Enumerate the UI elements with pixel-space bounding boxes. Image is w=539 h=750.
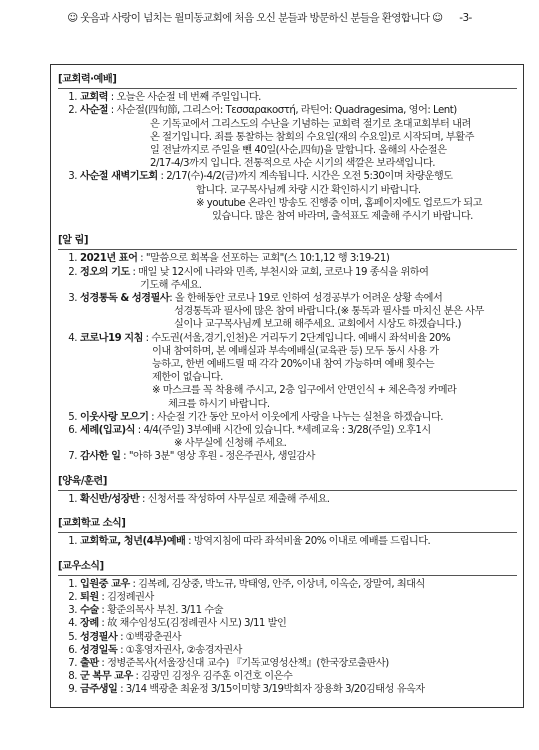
list-item (58, 493, 517, 506)
list-item (58, 683, 517, 696)
item-text: 2/17-4/3까지 입니다. 전통적으로 사순 시기의 색깔은 보라색입니다. (150, 158, 436, 170)
list-item (58, 657, 517, 670)
section-title: [교회학교 소식] (58, 518, 126, 530)
item-note: ※ youtube 온라인 방송도 진행중 이며, 홈페이지에도 업로드가 되고 (196, 197, 482, 209)
item-number: 4. (68, 332, 77, 344)
item-number: 7. (68, 451, 77, 463)
item-number: 5. (68, 411, 77, 423)
item-label: 교회력 (80, 92, 109, 104)
item-text: : ①홍영자권사, ②송경자권사 (117, 644, 242, 656)
item-number: 6. (68, 425, 77, 437)
list-item (58, 535, 517, 548)
item-text: : 사순절(四旬節, 그리스어: Τεσσαρακοστή, 라틴어: Quadragesima, 영어: Lent) (108, 105, 457, 117)
item-label: 사순절 새벽기도회 (80, 171, 158, 183)
item-text: 이내 참여하며, 본 예배실과 부속예배실(교육관 등) 모두 동시 사용 가 (152, 345, 439, 357)
list-item (58, 670, 517, 683)
item-number: 3. (68, 293, 77, 305)
item-text: 합니다. 교구목사님께 차량 시간 확인하시기 바랍니다. (196, 184, 421, 196)
divider (58, 249, 517, 250)
section-members (58, 560, 517, 697)
item-number: 5. (68, 631, 77, 643)
item-text: : 김광민 김정우 김주훈 이건호 이은수 (132, 671, 293, 683)
item-text: 기도해 주세요. (140, 279, 202, 291)
item-text: : 신청서를 작성하여 사무실로 제출해 주세요. (139, 493, 330, 505)
item-text: : ①백광춘권사 (117, 631, 182, 643)
list-item (58, 266, 517, 292)
section-calendar (58, 73, 517, 223)
item-label: 이웃사랑 모으기 (80, 411, 149, 423)
item-text: : 4/4(주일) 3부예배 시간에 있습니다. *세례교육 : 3/28(주일) 오후1시 (135, 425, 431, 437)
list-item (58, 292, 517, 332)
item-text: 성경통독과 필사에 많은 참여 바랍니다.(※ 통독과 필사를 마치신 분은 사무 (174, 306, 484, 318)
item-label: 사순절 (80, 105, 109, 117)
item-number: 3. (68, 605, 77, 617)
item-text: 온 절기입니다. 죄를 통찰하는 참회의 수요일(재의 수요일)로 시작되며, 부활주 (150, 131, 474, 143)
divider (58, 490, 517, 491)
item-label: 확신반/성장반 (80, 493, 140, 505)
page-header (0, 10, 539, 25)
item-label: 성경필사 (80, 631, 118, 643)
list-item (58, 332, 517, 411)
item-text: : 2/17(수)-4/2(금)까지 계속됩니다. 시간은 오전 5:30이며 차량운행도 (157, 171, 453, 183)
item-label: 2021년 표어 (80, 253, 138, 265)
item-label: 교회학교, 청년(4부)예배 (80, 536, 186, 548)
item-number: 2. (68, 266, 77, 278)
item-note: ※ 마스크를 꼭 착용해 주시고, 2층 입구에서 안면인식 + 체온측정 카메라 (152, 385, 457, 397)
item-number: 1. (68, 578, 77, 590)
item-text: 능하고, 한번 예배드릴 때 각각 20%이내 참여 가능하며 예배 횟수는 (152, 359, 435, 371)
divider (58, 575, 517, 576)
item-label: 군 복무 교우 (80, 671, 133, 683)
item-number: 6. (68, 644, 77, 656)
item-label: 정오의 기도 (80, 266, 130, 278)
item-note: ※ 사무실에 신청해 주세요. (174, 438, 287, 450)
list-item (58, 591, 517, 604)
section-title: [교우소식] (58, 560, 104, 572)
item-label: 수술 (80, 605, 99, 617)
item-text: : 수도권(서울,경기,인천)은 거리두기 2단계입니다. 예배시 좌석비율 20% (142, 332, 451, 344)
item-text: : "아하 3분" 영상 후원 - 정은주권사, 생일감사 (120, 451, 315, 463)
item-number: 1. (68, 493, 77, 505)
section-training (58, 475, 517, 506)
item-text: 은 기독교에서 그리스도의 수난을 기념하는 교회력 절기로 초대교회부터 내려 (150, 118, 471, 130)
item-text: : 황준의목사 부친. 3/11 수술 (98, 605, 223, 617)
section-school (58, 517, 517, 548)
item-label: 코로나19 지침 (80, 332, 143, 344)
item-text: : 故 채수임성도(김정례권사 시모) 3/11 발인 (98, 618, 287, 630)
item-label: 성경통독 & 성경필사 (80, 293, 170, 305)
list-item (58, 252, 517, 265)
item-text: : "말씀으로 회복을 선포하는 교회"(스 10:1,12 행 3:19-21) (137, 253, 390, 265)
item-text: : 오늘은 사순절 네 번째 주일입니다. (108, 92, 261, 104)
item-label: 입원중 교우 (80, 578, 130, 590)
item-text: : 3/14 백광춘 최윤정 3/15이미향 3/19박희자 장용화 3/20김태성 유옥자 (117, 684, 425, 696)
item-label: 성경일독 (80, 644, 118, 656)
list-item (58, 104, 517, 170)
item-text: : 올 한해동안 코로나 19로 인하여 성경공부가 어려운 상황 속에서 (169, 293, 443, 305)
item-text: : 매일 낮 12시에 나라와 민족, 부천시와 교회, 코로나 19 종식을 위하여 (129, 266, 429, 278)
item-text: 제한이 없습니다. (152, 372, 223, 384)
list-item (58, 617, 517, 630)
item-number: 9. (68, 684, 77, 696)
item-number: 7. (68, 657, 77, 669)
list-item (58, 644, 517, 657)
bulletin-frame (50, 64, 524, 708)
item-label: 퇴원 (80, 591, 99, 603)
divider (58, 532, 517, 533)
divider (58, 88, 517, 89)
item-number: 2. (68, 105, 77, 117)
item-number: 2. (68, 591, 77, 603)
item-number: 4. (68, 618, 77, 630)
page-number: -3- (459, 12, 472, 24)
item-note: 체크를 하시기 바랍니다. (168, 398, 270, 410)
item-label: 장례 (80, 618, 99, 630)
list-item (58, 631, 517, 644)
item-number: 1. (68, 253, 77, 265)
item-number: 3. (68, 171, 77, 183)
section-title: [양육/훈련] (58, 475, 107, 487)
list-item (58, 450, 517, 463)
welcome-banner: ☺ 웃음과 사랑이 넘치는 월미동교회에 처음 오신 분들과 방문하신 분들을 환영합니다 ☺ (67, 12, 443, 24)
item-number: 1. (68, 92, 77, 104)
section-title: [알 림] (58, 235, 89, 247)
item-label: 출판 (80, 657, 99, 669)
item-label: 세례(입교)식 (80, 425, 136, 437)
item-number: 8. (68, 671, 77, 683)
item-label: 감사한 일 (80, 451, 121, 463)
item-number: 1. (68, 536, 77, 548)
list-item (58, 91, 517, 104)
item-label: 금주생일 (80, 684, 118, 696)
item-text: 실이나 교구목사님께 보고해 해주세요. 교회에서 시상도 하겠습니다.) (174, 319, 461, 331)
item-text: : 김정례권사 (98, 591, 154, 603)
item-text: : 사순절 기간 동안 모아서 이웃에게 사랑을 나누는 실천을 하겠습니다. (148, 411, 444, 423)
item-text: : 정병준목사(서울장신대 교수) 『기독교영성산책』(한국장로출판사) (98, 657, 389, 669)
section-notices (58, 234, 517, 463)
item-text: : 방역지침에 따라 좌석비율 20% 이내로 예배를 드립니다. (185, 536, 431, 548)
item-note: 있습니다. 많은 참여 바라며, 출석표도 제출해 주시기 바랍니다. (212, 211, 473, 223)
item-text: 일 전날까지로 주일을 뺀 40일(사순,四旬)을 말합니다. 올해의 사순절은 (150, 145, 447, 157)
section-title: [교회력·예배] (58, 74, 117, 85)
list-item (58, 170, 517, 223)
list-item (58, 424, 517, 450)
item-text: : 김복례, 김상중, 박노규, 박태영, 안주, 이상녀, 이옥순, 장말여, 최대식 (129, 578, 425, 590)
list-item (58, 578, 517, 591)
list-item (58, 604, 517, 617)
list-item (58, 411, 517, 424)
